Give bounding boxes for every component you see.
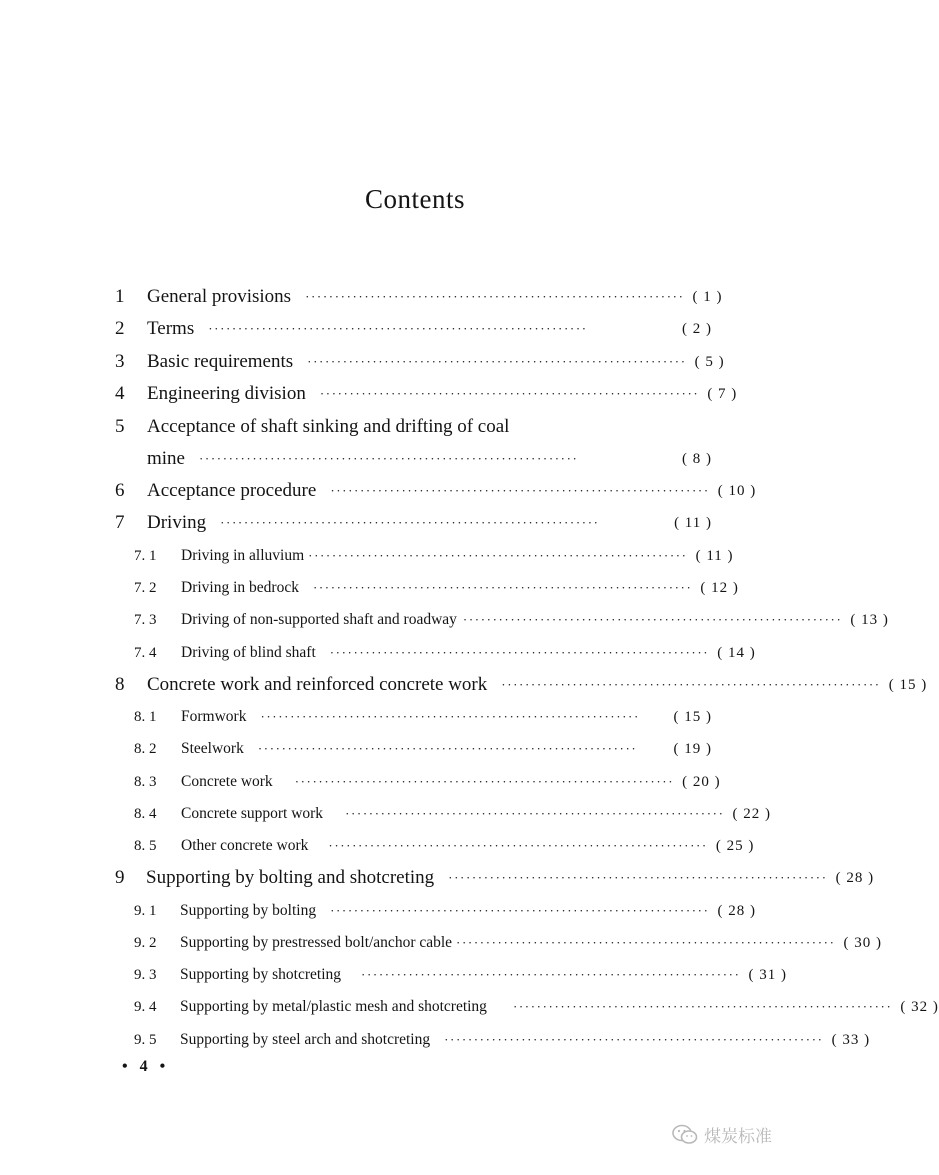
- toc-section-7-1: [0, 541, 830, 571]
- toc-leader: ································································: [456, 935, 836, 950]
- toc-number: 8. 5: [134, 838, 157, 854]
- toc-page-number: ( 22 ): [732, 806, 772, 822]
- toc-number: 9. 2: [134, 935, 157, 951]
- toc-page-number: ( 11 ): [695, 548, 734, 564]
- toc-section-8-1: [0, 702, 830, 732]
- toc-chapter-9: [0, 863, 875, 893]
- toc-page-number: ( 2 ): [682, 321, 712, 337]
- toc-leader: ································································: [330, 483, 710, 498]
- toc-page-number: ( 32 ): [900, 999, 939, 1015]
- watermark: [672, 1122, 772, 1147]
- toc-section-8-5: [0, 831, 830, 861]
- toc-label: Concrete work: [181, 773, 273, 790]
- toc-label: Supporting by steel arch and shotcreting: [180, 1031, 431, 1048]
- toc-label: Terms: [147, 318, 195, 339]
- toc-chapter-4: [0, 379, 830, 409]
- toc-page-number: ( 25 ): [715, 838, 755, 854]
- toc-number: 7. 1: [134, 548, 157, 564]
- toc-chapter-5-continued: [0, 444, 830, 474]
- toc-number: 9: [115, 867, 125, 888]
- toc-number: 9. 3: [134, 967, 157, 983]
- toc-page-number: ( 20 ): [682, 774, 721, 790]
- toc-number: 8. 4: [134, 806, 157, 822]
- toc-leader: ································································: [257, 741, 638, 756]
- toc-leader: ································································: [312, 580, 693, 595]
- toc-leader: ································································: [462, 612, 843, 627]
- toc-leader: ································································: [448, 870, 828, 885]
- toc-number: 8. 2: [134, 741, 157, 757]
- toc-label: General provisions: [147, 286, 292, 307]
- toc-chapter-3: [0, 347, 830, 377]
- toc-page-number: ( 28 ): [717, 903, 757, 919]
- wechat-icon: [672, 1124, 698, 1146]
- toc-leader: ································································: [328, 838, 708, 853]
- toc-page-number: ( 15 ): [888, 677, 928, 693]
- toc-section-9-4: [0, 992, 939, 1022]
- toc-label: Driving of blind shaft: [181, 644, 316, 661]
- toc-page-number: ( 1 ): [692, 289, 723, 305]
- toc-label: Driving in bedrock: [181, 579, 299, 596]
- toc-section-8-3: [0, 767, 830, 797]
- toc-label-continued: mine: [147, 448, 185, 469]
- toc-section-7-3: [0, 605, 889, 635]
- toc-page-number: ( 7 ): [707, 386, 738, 402]
- toc-leader: ································································: [220, 515, 600, 530]
- toc-page-number: ( 5 ): [694, 354, 725, 370]
- toc-label: Supporting by bolting and shotcreting: [146, 867, 435, 888]
- toc-number: 4: [115, 383, 125, 404]
- toc-label: Driving: [147, 512, 207, 533]
- toc-page-number: ( 14 ): [717, 645, 756, 661]
- page-title: Contents: [364, 184, 465, 214]
- toc-section-9-5: [0, 1025, 871, 1055]
- toc-section-7-4: [0, 638, 830, 668]
- toc-leader: ································································: [294, 774, 675, 789]
- toc-label: Other concrete work: [181, 837, 309, 854]
- toc-page-number: ( 28 ): [835, 870, 875, 886]
- toc-page-number: ( 8 ): [682, 451, 712, 467]
- toc-number: 7. 3: [134, 612, 157, 628]
- toc-page-number: ( 11 ): [674, 515, 712, 531]
- toc-label: Concrete support work: [181, 805, 324, 822]
- toc-leader: ································································: [444, 1032, 824, 1047]
- toc-label: Driving of non-supported shaft and roadway: [181, 611, 457, 628]
- toc-leader: ································································: [329, 645, 710, 660]
- toc-leader: ································································: [330, 903, 710, 918]
- toc-leader: ································································: [319, 386, 700, 401]
- toc-leader: ································································: [345, 806, 725, 821]
- toc-number: 3: [115, 351, 125, 372]
- toc-leader: ································································: [208, 321, 588, 336]
- toc-label: Driving in alluvium: [181, 547, 305, 564]
- toc-number: 9. 5: [134, 1032, 157, 1048]
- toc-page-number: ( 13 ): [850, 612, 889, 628]
- toc-number: 7: [115, 512, 125, 533]
- toc-section-8-4: [0, 799, 830, 829]
- toc-label: Supporting by bolting: [180, 902, 317, 919]
- toc-page-number: ( 10 ): [717, 483, 757, 499]
- toc-section-9-2: [0, 928, 883, 958]
- toc-chapter-1: [0, 282, 830, 312]
- toc-leader: ································································: [361, 967, 741, 982]
- toc-label: Engineering division: [147, 383, 306, 404]
- toc-chapter-5: [0, 412, 830, 442]
- toc-section-9-1: [0, 896, 830, 926]
- toc-number: 8: [115, 674, 125, 695]
- toc-page-number: ( 30 ): [843, 935, 883, 951]
- toc-number: 6: [115, 480, 125, 501]
- toc-chapter-6: [0, 476, 830, 506]
- toc-leader: ································································: [305, 289, 685, 304]
- toc-chapter-7: [0, 508, 830, 538]
- toc-number: 7. 4: [134, 645, 157, 661]
- toc-label: Supporting by prestressed bolt/anchor cable: [180, 934, 453, 951]
- toc-label: Acceptance procedure: [147, 480, 317, 501]
- toc-label: Supporting by metal/plastic mesh and shotcreting: [180, 998, 487, 1015]
- toc-number: 8. 3: [134, 774, 157, 790]
- toc-section-9-3: [0, 960, 830, 990]
- toc-number: 1: [115, 286, 125, 307]
- toc-section-8-2: [0, 734, 830, 764]
- toc-page-number: ( 19 ): [673, 741, 712, 757]
- toc-label: Formwork: [181, 708, 247, 725]
- toc-page-number: ( 33 ): [831, 1032, 871, 1048]
- toc-leader: ································································: [501, 677, 881, 692]
- toc-page-number: ( 15 ): [673, 709, 712, 725]
- toc-section-7-2: [0, 573, 830, 603]
- toc-page-number: ( 31 ): [748, 967, 787, 983]
- toc-chapter-2: [0, 314, 830, 344]
- toc-number: 2: [115, 318, 125, 339]
- toc-label: Steelwork: [181, 740, 244, 757]
- toc-number: 8. 1: [134, 709, 157, 725]
- toc-number: 9. 4: [134, 999, 157, 1015]
- watermark-text: 煤炭标准: [704, 1127, 772, 1147]
- toc-leader: ································································: [512, 999, 893, 1014]
- toc-label: Supporting by shotcreting: [180, 966, 342, 983]
- toc-label: Acceptance of shaft sinking and drifting of coal: [147, 416, 510, 437]
- toc-label: Basic requirements: [147, 351, 294, 372]
- toc-number: 5: [115, 416, 125, 437]
- toc-label: Concrete work and reinforced concrete work: [147, 674, 488, 695]
- toc-number: 9. 1: [134, 903, 157, 919]
- toc-leader: ································································: [307, 354, 687, 369]
- toc-leader: ································································: [260, 709, 640, 724]
- toc-page-number: ( 12 ): [700, 580, 739, 596]
- toc-leader: ································································: [199, 451, 579, 466]
- page-number-footer: • 4 •: [122, 1058, 170, 1075]
- toc-leader: ································································: [308, 548, 688, 563]
- toc-number: 7. 2: [134, 580, 157, 596]
- toc-chapter-8: [0, 670, 928, 700]
